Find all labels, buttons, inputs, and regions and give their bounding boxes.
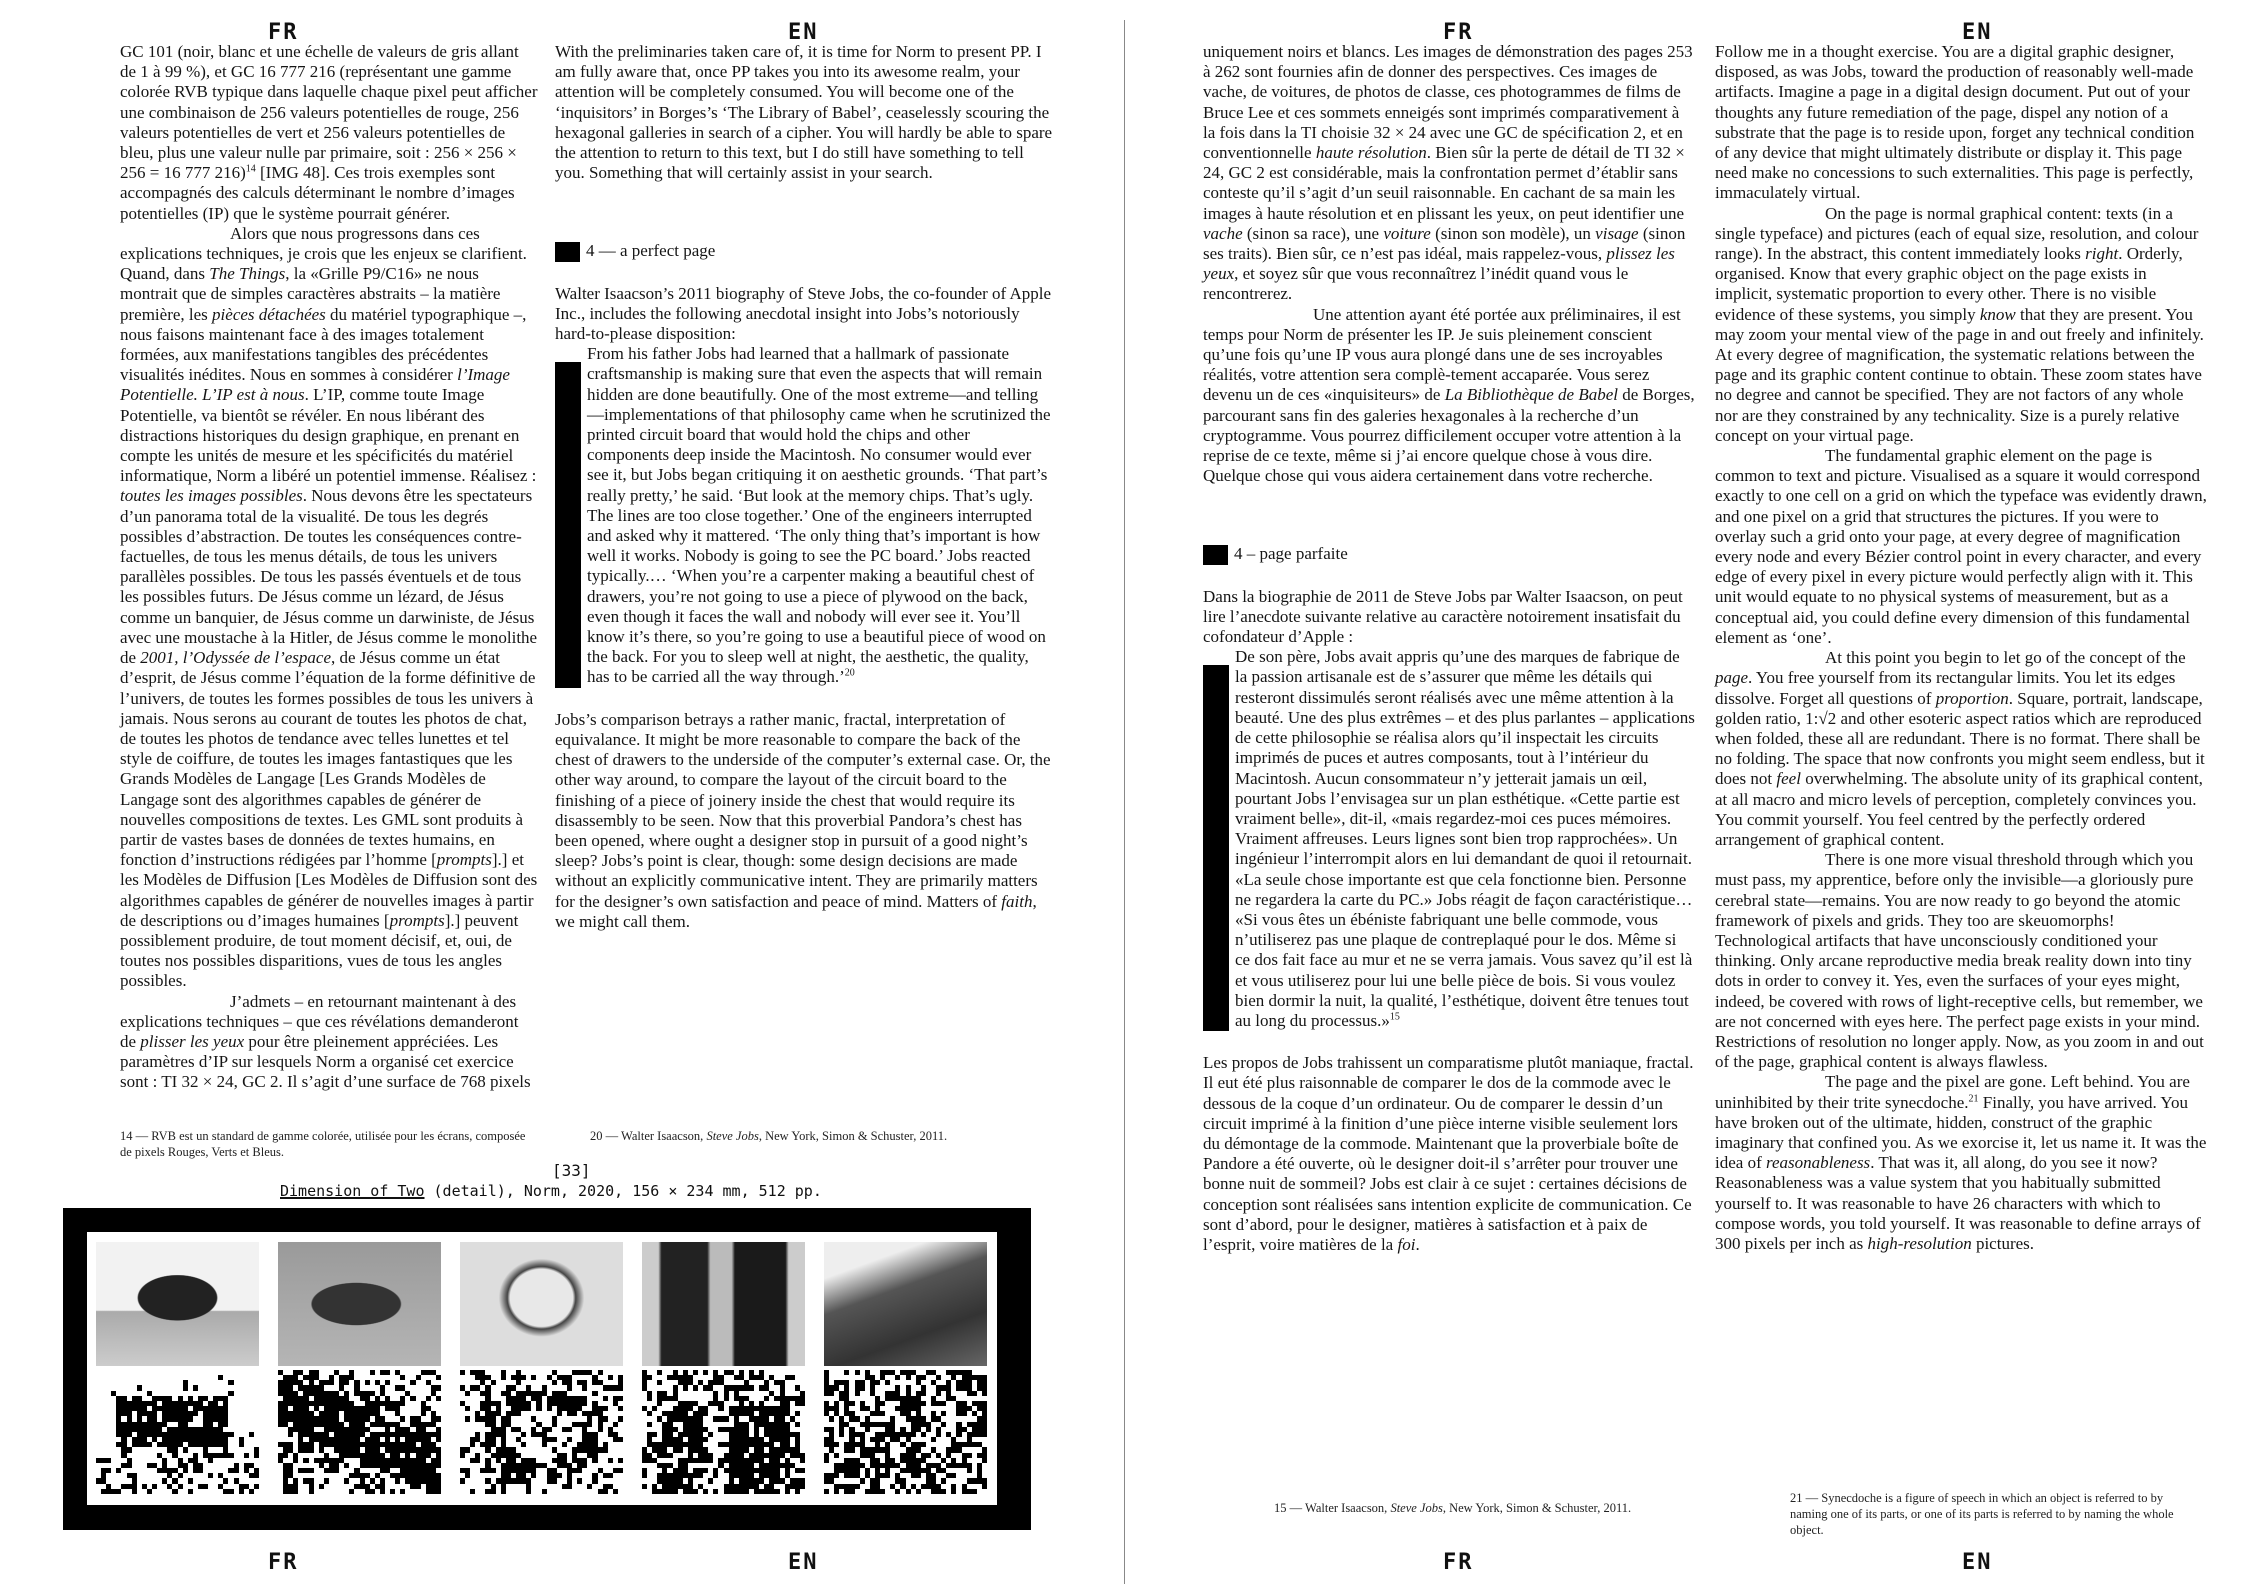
photo-car bbox=[278, 1242, 441, 1366]
paragraph: uniquement noirs et blancs. Les images de démonstration des pages 253 à 262 sont fournies afin de donner des perspectives. Ces images de vache, de voitures, de photos de classe, ces photogrammes de films de Bruce Lee et ces sommets enneigés sont imprimés comparativement à la fois dans la TI choisie 32 × 24 avec une GC de spécification 2, et en conventionnelle haute résolution. Bien sûr la perte de détail de TI 32 × 24, GC 2 est considérable, mais la confrontation permet d’établir sans conteste qu’il s’agit d’un seuil raisonnable. En cachant de sa main les images à haute résolution et en plissant les yeux, on peut identifier une vache (sinon sa race), une voiture (sinon son modèle), un visage (sinon ses traits). Bien sûr, ce n’est pas idéal, mais rappelez-vous, plissez les yeux, et soyez sûr que vous reconnaîtrez l’inédit quand vous le rencontrerez. bbox=[1203, 42, 1693, 304]
paragraph: GC 101 (noir, blanc et une échelle de valeurs de gris allant de 1 à 99 %), et GC 16 777 216 (représentant une gamme colorée RVB typique dans laquelle chaque pixel peut afficher une combinaison de 256 valeurs potentielles de rouge, 256 valeurs potentielles de vert et 256 valeurs potentielles de bleu, plus une valeur nulle par primaire, soit : 256 × 256 × 256 = 16 777 216)$^{14}$ [IMG 48]. Ces trois exemples sont accompagnés des calculs déterminant le nombre d’images potentielles (IP) que le système pourrait générer. bbox=[120, 42, 538, 223]
footnote-20: 20 — Walter Isaacson, Steve Jobs, New York, Simon & Schuster, 2011. bbox=[590, 1129, 948, 1143]
language-label-fr: FR bbox=[268, 20, 299, 45]
blockquote: From his father Jobs had learned that a hallmark of passionate craftsmanship is making sure that even the aspects that will remain hidden are done beautifully. One of the most extreme—and telling—implementations of that philosophy came when he scrutinized the printed circuit board that would hold the chips and other components deep inside the Macintosh. No consumer would ever see it, but Jobs began critiquing it on aesthetic grounds. ‘That part’s really pretty,’ he said. ‘But look at the memory chips. That’s ugly. The lines are too close together.’ One of the engineers interrupted and asked why it mattered. ‘The only thing that’s important is how well it works. Nobody is going to see the PC board.’ Jobs reacted typically.… ‘When you’re a carpenter making a beautiful chest of drawers, you’re not going to use a piece of plywood on the back, even though it faces the wall and nobody will ever see it. You’ll know it’s there, so you’re going to use a beautiful piece of wood on the back. For you to sleep well at night, the aesthetic, the quality, has to be carried all the way through.’$^{20}$ bbox=[555, 344, 1055, 687]
caption-title: Dimension of Two bbox=[280, 1182, 425, 1200]
language-label-en: EN bbox=[1962, 1550, 1993, 1575]
left-page-french-column bbox=[120, 42, 538, 1093]
figure-caption: Dimension of Two (detail), Norm, 2020, 156 × 234 mm, 512 pp. bbox=[280, 1182, 822, 1200]
paragraph: There is one more visual threshold through which you must pass, my apprentice, before only the invisible—a gloriously pure cerebral state—remains. You are now ready to go beyond the atomic framework of pixels and grids. They too are skeuomorphs! Technological artifacts that have unconsciously conditioned your thinking. Only arcane reproductive media break reality down into tiny dots in order to convey it. Yes, even the surfaces of your eyes might, indeed, be covered with rows of light-receptive cells, but remember, we are not concerned with eyes here. The perfect page exists in your mind. Restrictions of resolution no longer apply. Now, as you zoom in and out of the page, graphical content is always flawless. bbox=[1715, 850, 2204, 1072]
right-page-english-column bbox=[1715, 42, 2207, 1254]
paragraph: J’admets – en retournant maintenant à des explications techniques – que ces révélations demanderont de plisser les yeux pour être pleinement appréciées. Les paramètres d’IP sur lesquels Norm a organisé cet exercice sont : TI 32 × 24, GC 2. Il s’agit d’une surface de 768 pixels bbox=[120, 991, 531, 1092]
paragraph: Dans la biographie de 2011 de Steve Jobs par Walter Isaacson, on peut lire l’anecdote suivante relative au caractère notoirement insatisfait du cofondateur d’Apple : bbox=[1203, 586, 1683, 647]
right-page-french-column bbox=[1203, 42, 1695, 1255]
left-page-english-column bbox=[555, 42, 1055, 932]
quote-bar bbox=[555, 362, 581, 687]
footnote-21: 21 — Synecdoche is a figure of speech in which an object is referred to by naming one of its parts, or one of its parts is referred to by naming the whole object. bbox=[1790, 1491, 2174, 1537]
footnote-ref[interactable]: 20 bbox=[844, 667, 855, 679]
paragraph: Les propos de Jobs trahissent un comparatisme plutôt maniaque, fractal. Il eut été plus raisonnable de comparer le dos de la commode avec le dessous de la coque d’un ordinateur. Ou de comparer le dessin d’un circuit imprimé à la finition d’une pièce interne visible seulement lors du démontage de la commode. Maintenant que la proverbiale boîte de Pandore a été ouverte, où le designer doit-il s’arrêter pour trouver une bonne nuit de sommeil? Jobs est clair à ce sujet : certaines décisions de conception sont réalisées sans intention explicite de communication. Ce sont d’abord, pour le designer, matières à satisfaction et à paix de l’esprit, voire matières de la foi. bbox=[1203, 1053, 1694, 1254]
photo-cow bbox=[96, 1242, 259, 1366]
pixelated-face bbox=[460, 1370, 623, 1494]
pixelated-car bbox=[278, 1370, 441, 1494]
quote-bar bbox=[1203, 665, 1229, 1031]
paragraph: The page and the pixel are gone. Left behind. You are uninhibited by their trite synecdoche.$^{21}$ Finally, you have arrived. You have broken out of the ultimate, hidden, construct of the graphic imaginary that confined you. As we exorcise it, let us name it. It was the idea of reasonableness. That was it, all along, do you see it now? Reasonableness was a value system that you habitually submitted yourself to. It was reasonable to have 26 characters with which to compose words, you told yourself. It was reasonable to define arrays of 300 pixels per inch as high-resolution pictures. bbox=[1715, 1072, 2207, 1253]
language-label-en: EN bbox=[788, 20, 819, 45]
language-label-fr: FR bbox=[1443, 1550, 1474, 1575]
paragraph: Alors que nous progressons dans ces explications techniques, je crois que les enjeux se clarifient. Quand, dans The Things, la «Grille P9/C16» ne nous montrait que de simples caractères abstraits – la matière première, les pièces détachées du matériel typographique –, nous faisons maintenant face à des images totalement formées, aux manifestations tangibles des précédentes visualités inédites. Nous en sommes à considérer l’Image Potentielle. L’IP est à nous. L’IP, comme toute Image Potentielle, va bientôt se révéler. En nous libérant des distractions historiques du design graphique, en prenant en compte les unités de mesure et les spécificités du matériel informatique, Norm a libéré un potentiel immense. Réalisez : toutes les images possibles. Nous devons être les spectateurs d’un panorama total de la visualité. De tous les degrés possibles d’abstraction. De toutes les conséquences contre-factuelles, de tous les menus détails, de tous les univers parallèles possibles. De tous les passés éventuels et de tous les possibles futurs. De Jésus comme un lézard, de Jésus comme un banquier, de Jésus comme un darwiniste, de Jésus avec une moustache à la Hitler, de Jésus comme le monolithe de 2001, l’Odyssée de l’espace, de Jésus comme un état d’esprit, de Jésus comme l’équation de la forme définitive de l’univers, de toutes les formes possibles de tous les univers à jamais. Nous serons au courant de toutes les photos de chat, de toutes les photos de tendance avec telles lunettes et tel style de coiffure, de toutes les images fantastiques que les Grands Modèles de Langage [Les Grands Modèles de Langage sont des algorithmes capables de générer de nouvelles compositions de textes. Les GML sont produits à partir de vastes bases de données de textes humains, en fonction d’instructions rédigées par l’homme [prompts].] et les Modèles de Diffusion [Les Modèles de Diffusion sont des algorithmes capables de générer de nouvelles images à partir de descriptions ou d’images humaines [prompts].] peuvent possiblement produire, de tout moment décisif, et, oui, de toutes nos possibles disparitions, vues de tous les angles possibles. bbox=[120, 223, 538, 991]
paragraph: The fundamental graphic element on the page is common to text and picture. Visualised as a square it would correspond exactly to one cell on a grid on which the typeface was evidently drawn, and one pixel on a grid that structures the pictures. If you were to overlay such a grid onto your page, at every degree of magnification every node and every Bézier control point in every character, and every edge of every pixel in every picture would perfectly align with it. This unit would equate to no physical systems of measurement, but as a conceptual aid, you could define every dimension of this fundamental element as ‘one’. bbox=[1715, 446, 2207, 647]
photo-two-men bbox=[642, 1242, 805, 1366]
footnote-14: 14 — RVB est un standard de gamme colorée, utilisée pour les écrans, composée de pixels Rouges, Verts et Bleus. bbox=[120, 1129, 526, 1159]
section-heading: 4 — a perfect page bbox=[555, 241, 1055, 261]
page-gutter-divider bbox=[1124, 20, 1125, 1584]
paragraph: Jobs’s comparison betrays a rather manic, fractal, interpretation of equivalance. It might be more reasonable to compare the back of the chest of drawers to the underside of the computer’s external case. Or, the other way around, to compare the layout of the circuit board to the finishing of a piece of joinery inside the chest that would require its disassembly to be seen. Now that this proverbial Pandora’s chest has been opened, where ought a designer stop in pursuit of a good night’s sleep? Jobs’s point is clear, though: some design decisions are made without an explicitly communicative intent. They are primarily matters for the designer’s own satisfaction and peace of mind. Matters of faith, we might call them. bbox=[555, 709, 1051, 931]
figure-panel bbox=[87, 1232, 997, 1505]
footnote-ref[interactable]: 15 bbox=[1389, 1011, 1400, 1023]
paragraph: At this point you begin to let go of the concept of the page. You free yourself from its rectangular limits. You let its edges dissolve. Forget all questions of proportion. Square, portrait, landscape, golden ratio, 1:√2 and other esoteric aspect ratios which are reproduced when folded, these all are redundant. There is no format. There shall be no folding. The space that now confronts you might seem endless, but it does not feel overwhelming. The absolute unity of its graphical content, at all macro and micro levels of perception, completely convinces you. You commit yourself. You feel centred by the perfectly ordered arrangement of graphical content. bbox=[1715, 648, 2205, 849]
black-square-marker bbox=[1203, 545, 1228, 565]
pixelated-mountain bbox=[824, 1370, 987, 1494]
black-square-marker bbox=[555, 242, 580, 262]
blockquote: De son père, Jobs avait appris qu’une des marques de fabrique de la passion artisanale est de s’assurer que même les détails qui resteront dissimulés seront réalisés avec une même attention à la beauté. Une des plus extrêmes – et des plus parlantes – applications de cette philosophie se réalisa alors qu’il inspectait les circuits imprimés de puces et autres composants, tout à l’intérieur du Macintosh. Aucun consommateur n’y jetterait jamais un œil, pourtant Jobs l’envisagea sur un plan esthétique. «Cette partie est vraiment belle», dit-il, «mais regardez-moi ces puces mémoires. Vraiment affreuses. Leurs lignes sont bien trop rapprochées». Un ingénieur l’interrompit alors en lui demandant de quoi il retournait. «La seule chose importante est que cela fonctionne bien. Personne ne regardera la carte du PC.» Jobs réagit de façon caractéristique… «Si vous êtes un ébéniste fabriquant une belle commode, vous n’utiliserez pas une plaque de contreplaqué pour le dos. Même si ce dos fait face au mur et ne se verra jamais. Vous savez qu’il est là et vous utiliserez pour lui une belle pièce de bois. Si vous voulez bien dormir la nuit, la qualité, l’esthétique, doivent être tenues tout au long du processus.»$^{15}$ bbox=[1203, 647, 1695, 1031]
footnote-ref[interactable]: 21 bbox=[1968, 1092, 1979, 1104]
paragraph: On the page is normal graphical content: texts (in a single typeface) and pictures (each of equal size, resolution, and colour range). In the abstract, this content immediately looks right. Orderly, organised. Know that every graphic object on the page exists in implicit, systematic proportion to every other. There is no visible evidence of these systems, you simply know that they are present. You may zoom your mental view of the page in and out freely and infinitely. At every degree of magnification, the systematic relations between the page and its graphic content continue to obtain. These zoom states have no degree and cannot be specified. They are not factors of any whole nor are they constrained by any technicality. Size is a purely relative concept on your virtual page. bbox=[1715, 203, 2204, 445]
photo-face bbox=[460, 1242, 623, 1366]
page-number: [33] bbox=[552, 1161, 591, 1180]
photo-mountain bbox=[824, 1242, 987, 1366]
language-label-fr: FR bbox=[268, 1550, 299, 1575]
section-heading: 4 – page parfaite bbox=[1203, 544, 1695, 564]
language-label-fr: FR bbox=[1443, 20, 1474, 45]
paragraph: Walter Isaacson’s 2011 biography of Steve Jobs, the co-founder of Apple Inc., includes the following anecdotal insight into Jobs’s notoriously hard-to-please disposition: bbox=[555, 283, 1052, 344]
figure-image bbox=[63, 1208, 1031, 1530]
language-label-en: EN bbox=[788, 1550, 819, 1575]
language-label-en: EN bbox=[1962, 20, 1993, 45]
pixelated-two-men bbox=[642, 1370, 805, 1494]
paragraph: With the preliminaries taken care of, it is time for Norm to present PP. I am fully aware that, once PP takes you into its awesome realm, your attention will be completely consumed. You will become one of the ‘inquisitors’ in Borges’s ‘The Library of Babel’, ceaselessly scouring the hexagonal galleries in search of a cipher. You will hardly be able to spare the attention to return to this text, but I do still have something to tell you. Something that will certainly assist in your search. bbox=[555, 42, 1053, 183]
pixelated-cow bbox=[96, 1370, 259, 1494]
paragraph: Une attention ayant été portée aux préliminaires, il est temps pour Norm de présenter les IP. Je suis pleinement conscient qu’une fois qu’une IP vous aura plongé dans une de ses incroyables réalités, votre attention sera complè-tement accaparée. Vous serez devenu un de ces «inquisiteurs» de La Bibliothèque de Babel de Borges, parcourant sans fin des galeries hexagonales à la recherche d’un cryptogramme. Vous pourrez difficilement occuper votre attention à la reprise de ce texte, même si j’ai encore quelque chose à vous dire. Quelque chose qui vous aidera certainement dans votre recherche. bbox=[1203, 304, 1695, 486]
footnote-15: 15 — Walter Isaacson, Steve Jobs, New York, Simon & Schuster, 2011. bbox=[1274, 1501, 1632, 1515]
paragraph: Follow me in a thought exercise. You are a digital graphic designer, disposed, as was Jobs, toward the production of reasonably well-made artifacts. Imagine a page in a digital design document. Put out of your thoughts any future remediation of the page, dispel any notion of a substrate that the page is to reside upon, forget any technical condition of any device that might ultimately distribute or display it. This page need make no concessions to such externalities. This page is perfectly, immaculately virtual. bbox=[1715, 42, 2195, 203]
footnote-ref[interactable]: 14 bbox=[245, 163, 256, 175]
